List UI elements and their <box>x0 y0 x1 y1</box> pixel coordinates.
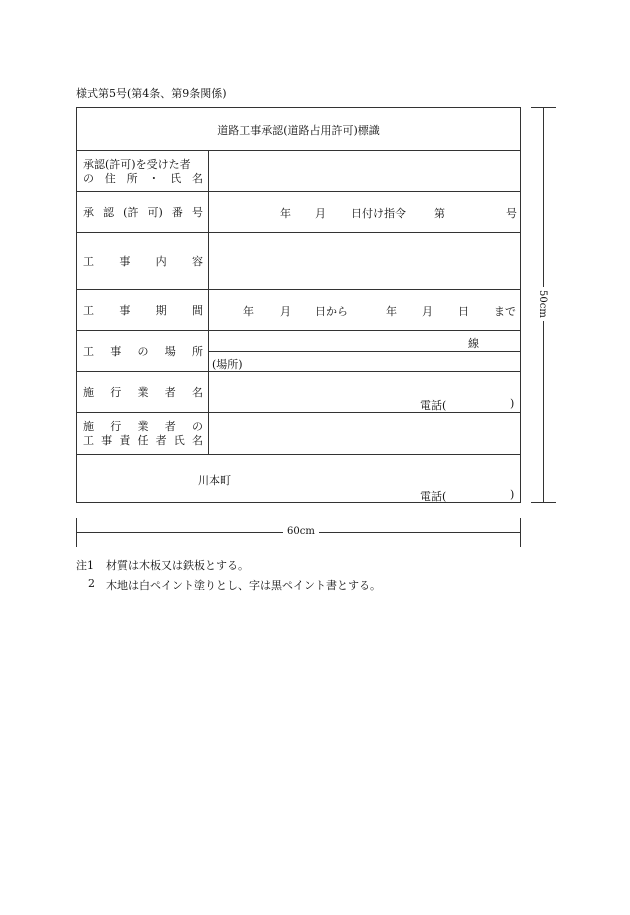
label-char: 者 <box>155 434 167 447</box>
label-char: 氏 <box>170 172 182 185</box>
form-title: 様式第5号(第4条、第9条関係) <box>76 87 227 100</box>
value-contractor <box>208 372 520 413</box>
label-char: 承 <box>83 205 94 219</box>
place-location: (場所) <box>212 358 243 371</box>
row-work-place <box>77 330 520 372</box>
dim-height-label: 50cm <box>537 287 548 321</box>
label-char: 容 <box>191 254 203 268</box>
label-char: 事 <box>119 303 131 317</box>
label-char: 番 <box>171 205 183 219</box>
label-char: 名 <box>191 434 203 447</box>
label-work-place <box>83 331 205 372</box>
approval-year: 年 <box>280 207 291 220</box>
label-char: 責 <box>119 434 131 447</box>
sign-heading-row <box>77 108 520 150</box>
label-char: 所 <box>126 172 138 185</box>
period-day-end: 日 <box>458 305 469 318</box>
label-char: 工 <box>83 254 94 268</box>
label-work-content <box>83 233 205 290</box>
row-approved-person <box>77 150 520 192</box>
label-char: の <box>83 172 94 185</box>
town-phone-close: ) <box>510 488 515 501</box>
note-2-text: 木地は白ペイント塗りとし、字は黒ペイント書とする。 <box>106 579 381 592</box>
approval-go: 号 <box>506 207 517 220</box>
label-char: 者 <box>164 385 176 399</box>
sign-table <box>76 107 521 503</box>
row-contractor <box>77 371 520 413</box>
label-manager <box>83 417 205 451</box>
label-approved-person-line2 <box>83 172 205 186</box>
label-char: 工 <box>83 303 94 317</box>
contractor-phone: 電話( <box>420 399 447 412</box>
label-char: の <box>137 344 149 358</box>
label-char: 業 <box>137 420 149 433</box>
label-char: 任 <box>137 434 149 447</box>
place-line: 線 <box>468 337 479 350</box>
label-char: 行 <box>110 420 122 433</box>
label-char: 氏 <box>173 434 185 447</box>
label-char: 可) <box>147 205 163 219</box>
period-year-end: 年 <box>386 305 397 318</box>
label-char: 名 <box>192 385 203 399</box>
value-approval-number <box>208 205 520 221</box>
label-char: 事 <box>101 434 113 447</box>
row-work-period <box>77 289 520 331</box>
label-char: 名 <box>191 172 203 185</box>
label-approved-person-line1: 承認(許可)を受けた者 <box>83 158 191 171</box>
label-char: 行 <box>110 385 122 399</box>
row-approval-number <box>77 191 520 233</box>
label-char: 者 <box>164 420 176 433</box>
row-town <box>77 454 520 504</box>
note-1-text: 材質は木板又は鉄板とする。 <box>106 559 249 572</box>
sign-heading: 道路工事承認(道路占用許可)標識 <box>217 124 380 137</box>
town-phone: 電話( <box>420 490 447 503</box>
label-char: 事 <box>110 344 122 358</box>
row-work-content <box>77 232 520 290</box>
label-char: 工 <box>83 434 94 447</box>
contractor-phone-close: ) <box>510 397 515 410</box>
row-manager <box>77 412 520 455</box>
label-char: 事 <box>119 254 131 268</box>
label-work-period <box>83 290 205 331</box>
label-char: 業 <box>137 385 149 399</box>
town-name: 川本町 <box>198 474 231 487</box>
approval-month: 月 <box>315 207 326 220</box>
approval-date-order: 日付け指令 <box>351 207 406 220</box>
period-from: 日から <box>315 305 348 318</box>
label-char: 住 <box>104 172 116 185</box>
label-char: 号 <box>191 205 203 219</box>
value-work-period <box>208 303 520 319</box>
label-char: 内 <box>155 254 167 268</box>
label-char: 施 <box>83 420 94 433</box>
approval-dai: 第 <box>434 207 445 220</box>
label-char: 所 <box>192 344 203 358</box>
period-month-start: 月 <box>280 305 291 318</box>
period-year-start: 年 <box>243 305 254 318</box>
dim-width-label: 60cm <box>283 526 319 537</box>
label-char: 場 <box>164 344 176 358</box>
label-char: 施 <box>83 385 94 399</box>
value-work-place <box>208 331 520 372</box>
label-char: ・ <box>148 172 160 185</box>
label-char: 工 <box>83 344 94 358</box>
label-char: 間 <box>191 303 203 317</box>
label-char: 認 <box>103 205 115 219</box>
label-contractor <box>83 372 205 413</box>
label-char: 期 <box>155 303 167 317</box>
label-approval-number <box>83 192 205 233</box>
period-until: まで <box>494 305 516 318</box>
label-approved-person <box>83 154 205 190</box>
note-2-mark: 2 <box>88 577 95 590</box>
place-split-line <box>208 351 520 352</box>
note-1-mark: 注1 <box>76 559 94 572</box>
label-char: の <box>192 420 203 433</box>
period-month-end: 月 <box>422 305 433 318</box>
label-char: (許 <box>123 205 139 219</box>
